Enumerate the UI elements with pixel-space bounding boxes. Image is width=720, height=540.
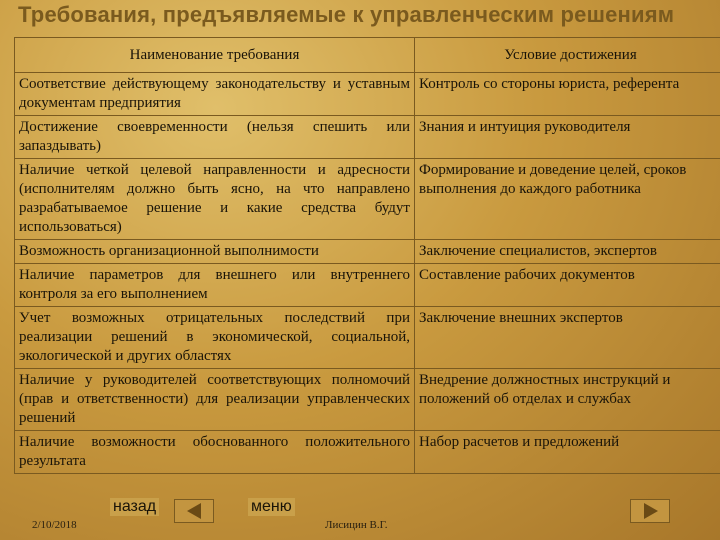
condition-cell: Внедрение должностных инструкций и положений об отделах и службах bbox=[415, 369, 720, 431]
table-row bbox=[15, 369, 720, 431]
slide-author: Лисицин В.Г. bbox=[325, 519, 388, 531]
arrow-left-icon bbox=[187, 503, 201, 519]
condition-cell: Формирование и доведение целей, сроков выполнения до каждого работника bbox=[415, 159, 720, 240]
back-button-label[interactable]: назад bbox=[110, 498, 159, 516]
condition-cell: Знания и интуиция руководителя bbox=[415, 116, 720, 159]
requirement-cell: Наличие параметров для внешнего или внутреннего контроля за его выполнением bbox=[15, 264, 415, 307]
footer-bar bbox=[0, 494, 720, 540]
requirement-cell: Достижение своевременности (нельзя спешить или запаздывать) bbox=[15, 116, 415, 159]
requirement-cell: Возможность организационной выполнимости bbox=[15, 240, 415, 264]
table-header-row bbox=[15, 38, 720, 73]
slide-title: Требования, предъявляемые к управленческим решениям bbox=[18, 2, 675, 27]
table-row bbox=[15, 431, 720, 474]
requirement-cell: Наличие у руководителей соответствующих полномочий (прав и ответственности) для реализации управленческих решений bbox=[15, 369, 415, 431]
table-row bbox=[15, 159, 720, 240]
requirement-cell: Наличие четкой целевой направленности и адресности (исполнителям должно быть ясно, на что направлено разрабатываемое решение и какие средства будут использоваться) bbox=[15, 159, 415, 240]
condition-cell: Набор расчетов и предложений bbox=[415, 431, 720, 474]
requirement-cell: Учет возможных отрицательных последствий при реализации решений в экономической, социальной, экологической и других областях bbox=[15, 307, 415, 369]
condition-cell: Заключение внешних экспертов bbox=[415, 307, 720, 369]
back-button[interactable] bbox=[174, 499, 214, 523]
condition-cell: Заключение специалистов, экспертов bbox=[415, 240, 720, 264]
condition-cell: Контроль со стороны юриста, референта bbox=[415, 73, 720, 116]
requirement-cell: Наличие возможности обоснованного положительного результата bbox=[15, 431, 415, 474]
table-row bbox=[15, 307, 720, 369]
table-row bbox=[15, 264, 720, 307]
table-row bbox=[15, 116, 720, 159]
arrow-right-icon bbox=[644, 503, 658, 519]
column-header-condition: Условие достижения bbox=[415, 38, 720, 73]
condition-cell: Составление рабочих документов bbox=[415, 264, 720, 307]
forward-button[interactable] bbox=[630, 499, 670, 523]
slide-date: 2/10/2018 bbox=[32, 519, 77, 531]
column-header-requirement: Наименование требования bbox=[15, 38, 415, 73]
table-row bbox=[15, 240, 720, 264]
requirements-table bbox=[14, 37, 720, 474]
requirement-cell: Соответствие действующему законодательству и уставным документам предприятия bbox=[15, 73, 415, 116]
menu-button[interactable]: меню bbox=[248, 498, 295, 516]
table-row bbox=[15, 73, 720, 116]
